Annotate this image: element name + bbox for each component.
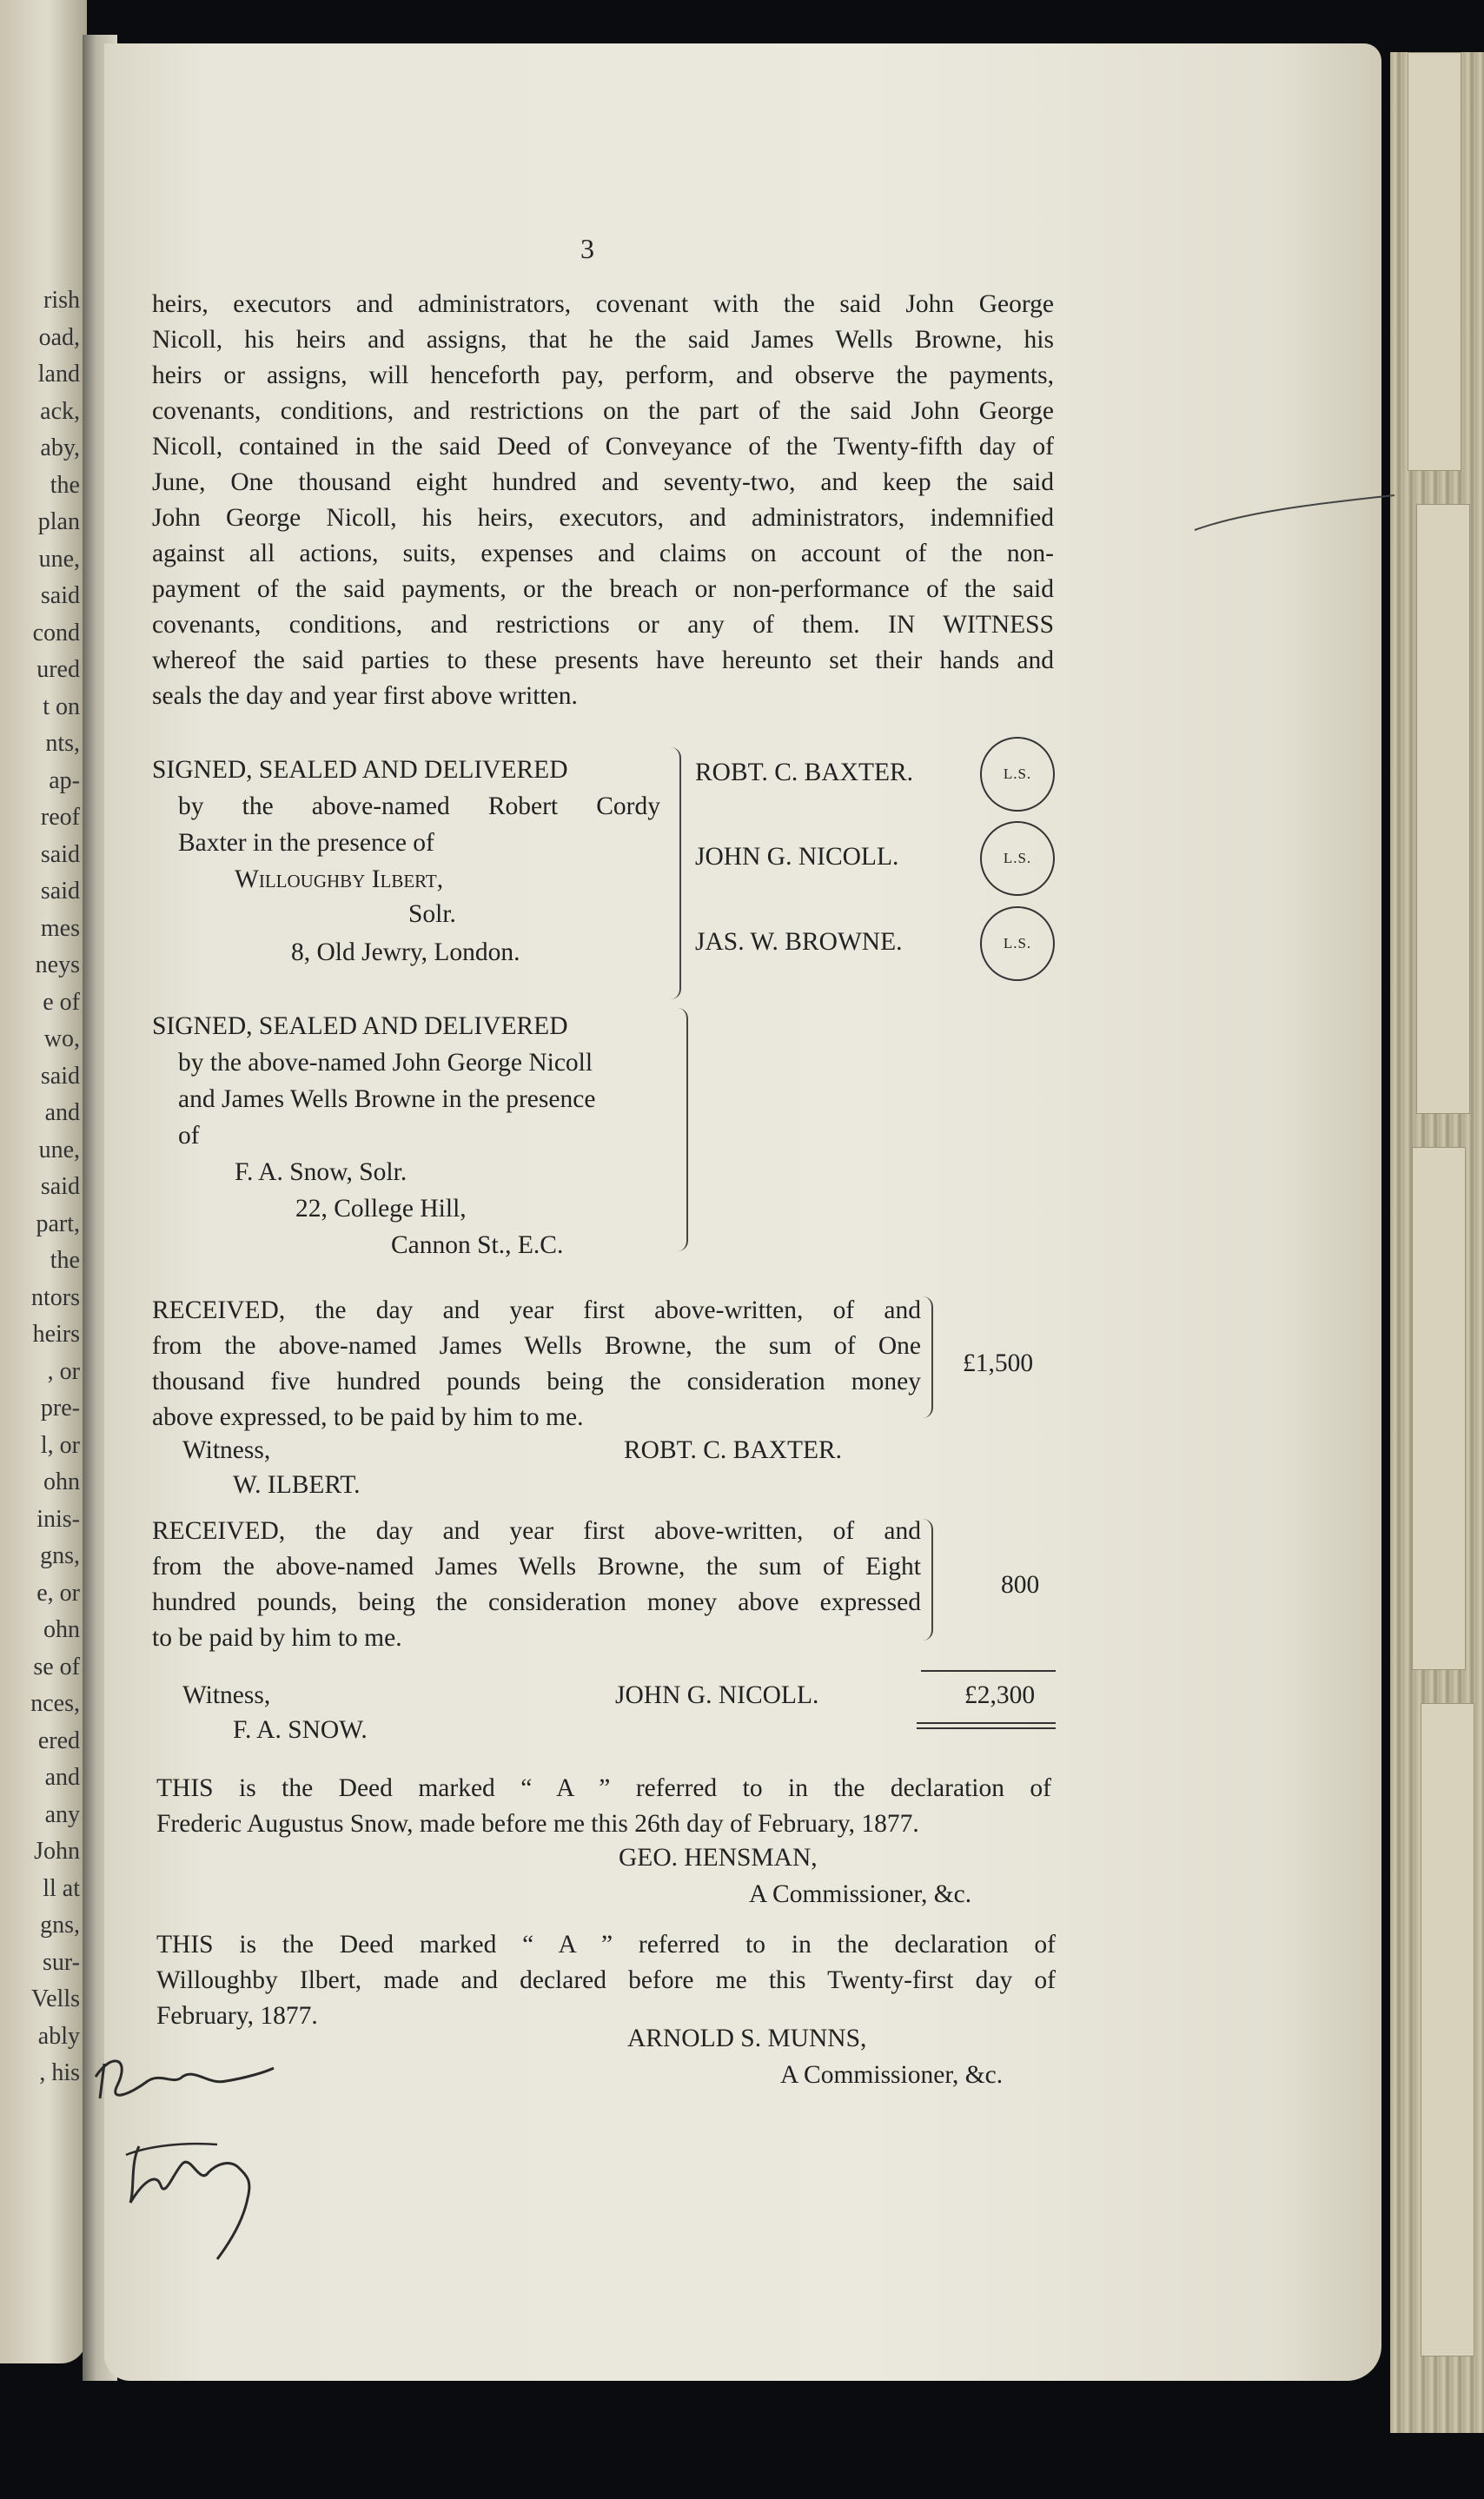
text-line: from the above-named James Wells Browne, the sum of One — [152, 1332, 921, 1360]
certificate1-title: A Commissioner, &c. — [749, 1880, 972, 1908]
text-line: February, 1877. — [156, 2002, 318, 2030]
left-page-fragment: e of — [43, 988, 80, 1016]
left-page-fragment: inis- — [36, 1505, 80, 1533]
receipt1-amount: £1,500 — [963, 1349, 1034, 1377]
seal-nicoll — [980, 821, 1055, 896]
text-line: to be paid by him to me. — [152, 1624, 402, 1652]
handwritten-initials — [78, 2033, 304, 2294]
text-line: seals the day and year first above written. — [152, 682, 578, 710]
text-line: covenants, conditions, and restrictions on the part of the said John George — [152, 397, 1054, 425]
left-page-fragment: ured — [36, 656, 80, 683]
signatory-nicoll: JOHN G. NICOLL. — [695, 843, 899, 871]
left-page-fragment: t on — [43, 693, 80, 720]
left-page-fragment: aby, — [40, 434, 80, 461]
left-page-fragment: ered — [37, 1727, 80, 1754]
text-line: against all actions, suits, expenses and claims on account of the non- — [152, 540, 1054, 567]
seal-label: L.S. — [1003, 935, 1032, 951]
text-line: covenants, conditions, and restrictions or any of them. IN WITNESS — [152, 611, 1054, 639]
total-rule-bottom-2 — [917, 1727, 1056, 1729]
left-page-fragment: cond — [32, 619, 80, 646]
left-page-fragment: plan — [37, 508, 80, 535]
left-page-fragment: said — [40, 1062, 80, 1090]
text-line: thousand five hundred pounds being the consideration money — [152, 1368, 921, 1395]
text-line: THIS is the Deed marked “ A ” referred to in the declaration of — [156, 1931, 1056, 1959]
execution2-line1: by the above-named John George Nicoll — [178, 1049, 593, 1077]
receipt2-signatory: JOHN G. NICOLL. — [615, 1681, 819, 1709]
signatory-baxter: ROBT. C. BAXTER. — [695, 759, 914, 786]
left-page-fragment: and — [44, 1099, 80, 1126]
left-page-fragment: ohn — [43, 1616, 80, 1643]
seal-browne — [980, 906, 1055, 981]
text-line: heirs, executors and administrators, covenant with the said John George — [152, 290, 1054, 318]
left-page-fragment: ack, — [40, 397, 80, 425]
execution2-heading: SIGNED, SEALED AND DELIVERED — [152, 1012, 568, 1040]
receipt2-amount: 800 — [1001, 1571, 1040, 1599]
seal-label: L.S. — [1003, 850, 1032, 866]
left-page-fragment: said — [40, 582, 80, 609]
left-page-fragment: ntors — [31, 1283, 80, 1311]
execution1-line2: Baxter in the presence of — [178, 829, 434, 857]
execution1-heading: SIGNED, SEALED AND DELIVERED — [152, 756, 568, 784]
left-page-fragment: said — [40, 840, 80, 868]
receipt1-witness-label: Witness, — [182, 1436, 271, 1464]
left-page-fragment: and — [44, 1764, 80, 1791]
receipt1-paragraph — [152, 1293, 921, 1435]
left-page-fragment: pre- — [40, 1395, 80, 1422]
execution1-witness-name: Willoughby Ilbert, — [235, 865, 444, 893]
text-line: above expressed, to be paid by him to me. — [152, 1403, 584, 1431]
seal-label: L.S. — [1003, 766, 1032, 782]
page-number: 3 — [580, 233, 594, 264]
left-page-fragment: nces, — [30, 1690, 80, 1717]
certificate1-paragraph — [156, 1771, 1051, 1842]
receipt-total: £2,300 — [964, 1681, 1036, 1709]
text-line: Nicoll, his heirs and assigns, that he the said James Wells Browne, his — [152, 326, 1054, 354]
total-rule-top — [921, 1670, 1056, 1672]
signatory-browne: JAS. W. BROWNE. — [695, 928, 903, 956]
text-line: Nicoll, contained in the said Deed of Conveyance of the Twenty-fifth day of — [152, 433, 1054, 461]
receipt2-witness-label: Witness, — [182, 1681, 271, 1709]
execution2-witness-address1: 22, College Hill, — [295, 1195, 467, 1223]
text-line: Frederic Augustus Snow, made before me this 26th day of February, 1877. — [156, 1810, 919, 1838]
text-line: hundred pounds, being the consideration money above expressed — [152, 1588, 921, 1616]
text-line: from the above-named James Wells Browne, the sum of Eight — [152, 1553, 921, 1581]
left-page-fragment: l, or — [40, 1431, 80, 1459]
receipt1-signatory: ROBT. C. BAXTER. — [624, 1436, 843, 1464]
text-line: RECEIVED, the day and year first above-written, of and — [152, 1517, 921, 1545]
text-line: John George Nicoll, his heirs, executors, and administrators, indemnified — [152, 504, 1054, 532]
text-line: THIS is the Deed marked “ A ” referred to in the declaration of — [156, 1774, 1051, 1802]
left-page-fragment: the — [50, 1247, 80, 1274]
left-page-fragment: nts, — [45, 730, 80, 757]
left-page-fragment: oad, — [38, 323, 80, 351]
execution2-line2: and James Wells Browne in the presence — [178, 1085, 596, 1113]
left-page-fragment: Vells — [31, 1985, 80, 2012]
receipt1-brace — [923, 1296, 933, 1418]
execution1-witness-address: 8, Old Jewry, London. — [291, 938, 520, 966]
execution1-brace — [671, 747, 681, 999]
total-rule-bottom-1 — [917, 1722, 1056, 1724]
certificate2-paragraph — [156, 1927, 1056, 2034]
text-line: whereof the said parties to these presents have hereunto set their hands and — [152, 646, 1054, 674]
left-page-fragment: mes — [40, 914, 80, 942]
left-page-fragment: gns, — [40, 1542, 80, 1569]
receipt2-paragraph — [152, 1514, 921, 1656]
certificate2-title: A Commissioner, &c. — [780, 2061, 1004, 2089]
left-page-fragment: reof — [40, 804, 80, 831]
execution2-witness-name: F. A. Snow, Solr. — [235, 1158, 407, 1186]
left-page-fragment: any — [44, 1800, 80, 1828]
text-line: payment of the said payments, or the breach or non-performance of the said — [152, 575, 1054, 603]
text-line: June, One thousand eight hundred and seventy-two, and keep the said — [152, 468, 1054, 496]
left-page-fragment: wo, — [43, 1025, 80, 1052]
left-page-fragment: ohn — [43, 1468, 80, 1495]
left-page-fragment: the — [50, 471, 80, 499]
left-page-fragment: said — [40, 1173, 80, 1200]
left-page-fragment: e, or — [36, 1579, 80, 1607]
left-page-fragment: part, — [36, 1210, 80, 1237]
left-page-fragment: , or — [47, 1357, 80, 1385]
execution2-witness-address2: Cannon St., E.C. — [391, 1231, 564, 1259]
execution1-witness-title: Solr. — [408, 900, 456, 928]
execution2-brace — [678, 1008, 688, 1251]
page-fore-edge — [1390, 52, 1484, 2433]
left-page-fragment: ably — [37, 2022, 80, 2050]
left-page-fragment: land — [37, 361, 80, 388]
previous-page-edge — [0, 0, 87, 2363]
execution1-line1: by the above-named Robert Cordy — [178, 792, 660, 820]
covenant-paragraph — [152, 287, 1054, 714]
left-page-fragment: ap- — [49, 766, 80, 794]
left-page-fragment: rish — [43, 287, 80, 314]
receipt1-witness: W. ILBERT. — [233, 1471, 361, 1499]
left-page-fragment: said — [40, 878, 80, 905]
text-line: heirs or assigns, will henceforth pay, perform, and observe the payments, — [152, 361, 1054, 389]
left-page-fragment: neys — [35, 951, 80, 978]
left-page-fragment: , his — [39, 2059, 80, 2086]
left-page-fragment: gns, — [40, 1912, 80, 1939]
text-line: Willoughby Ilbert, made and declared before me this Twenty-first day of — [156, 1966, 1056, 1994]
left-page-fragment: sur- — [43, 1948, 80, 1976]
left-page-fragment: heirs — [32, 1321, 80, 1348]
left-page-fragment: une, — [38, 1136, 80, 1163]
receipt2-brace — [923, 1519, 933, 1641]
execution2-line3: of — [178, 1122, 200, 1150]
certificate1-name: GEO. HENSMAN, — [619, 1844, 818, 1872]
margin-pencil-line — [1190, 469, 1399, 539]
text-line: RECEIVED, the day and year first above-written, of and — [152, 1296, 921, 1324]
left-page-fragment: ll at — [43, 1874, 80, 1902]
left-page-fragment: une, — [38, 545, 80, 573]
seal-baxter — [980, 737, 1055, 812]
left-page-fragment: John — [34, 1838, 80, 1865]
left-page-fragment: se of — [33, 1653, 80, 1680]
receipt2-witness: F. A. SNOW. — [233, 1716, 368, 1744]
certificate2-name: ARNOLD S. MUNNS, — [627, 2025, 867, 2052]
